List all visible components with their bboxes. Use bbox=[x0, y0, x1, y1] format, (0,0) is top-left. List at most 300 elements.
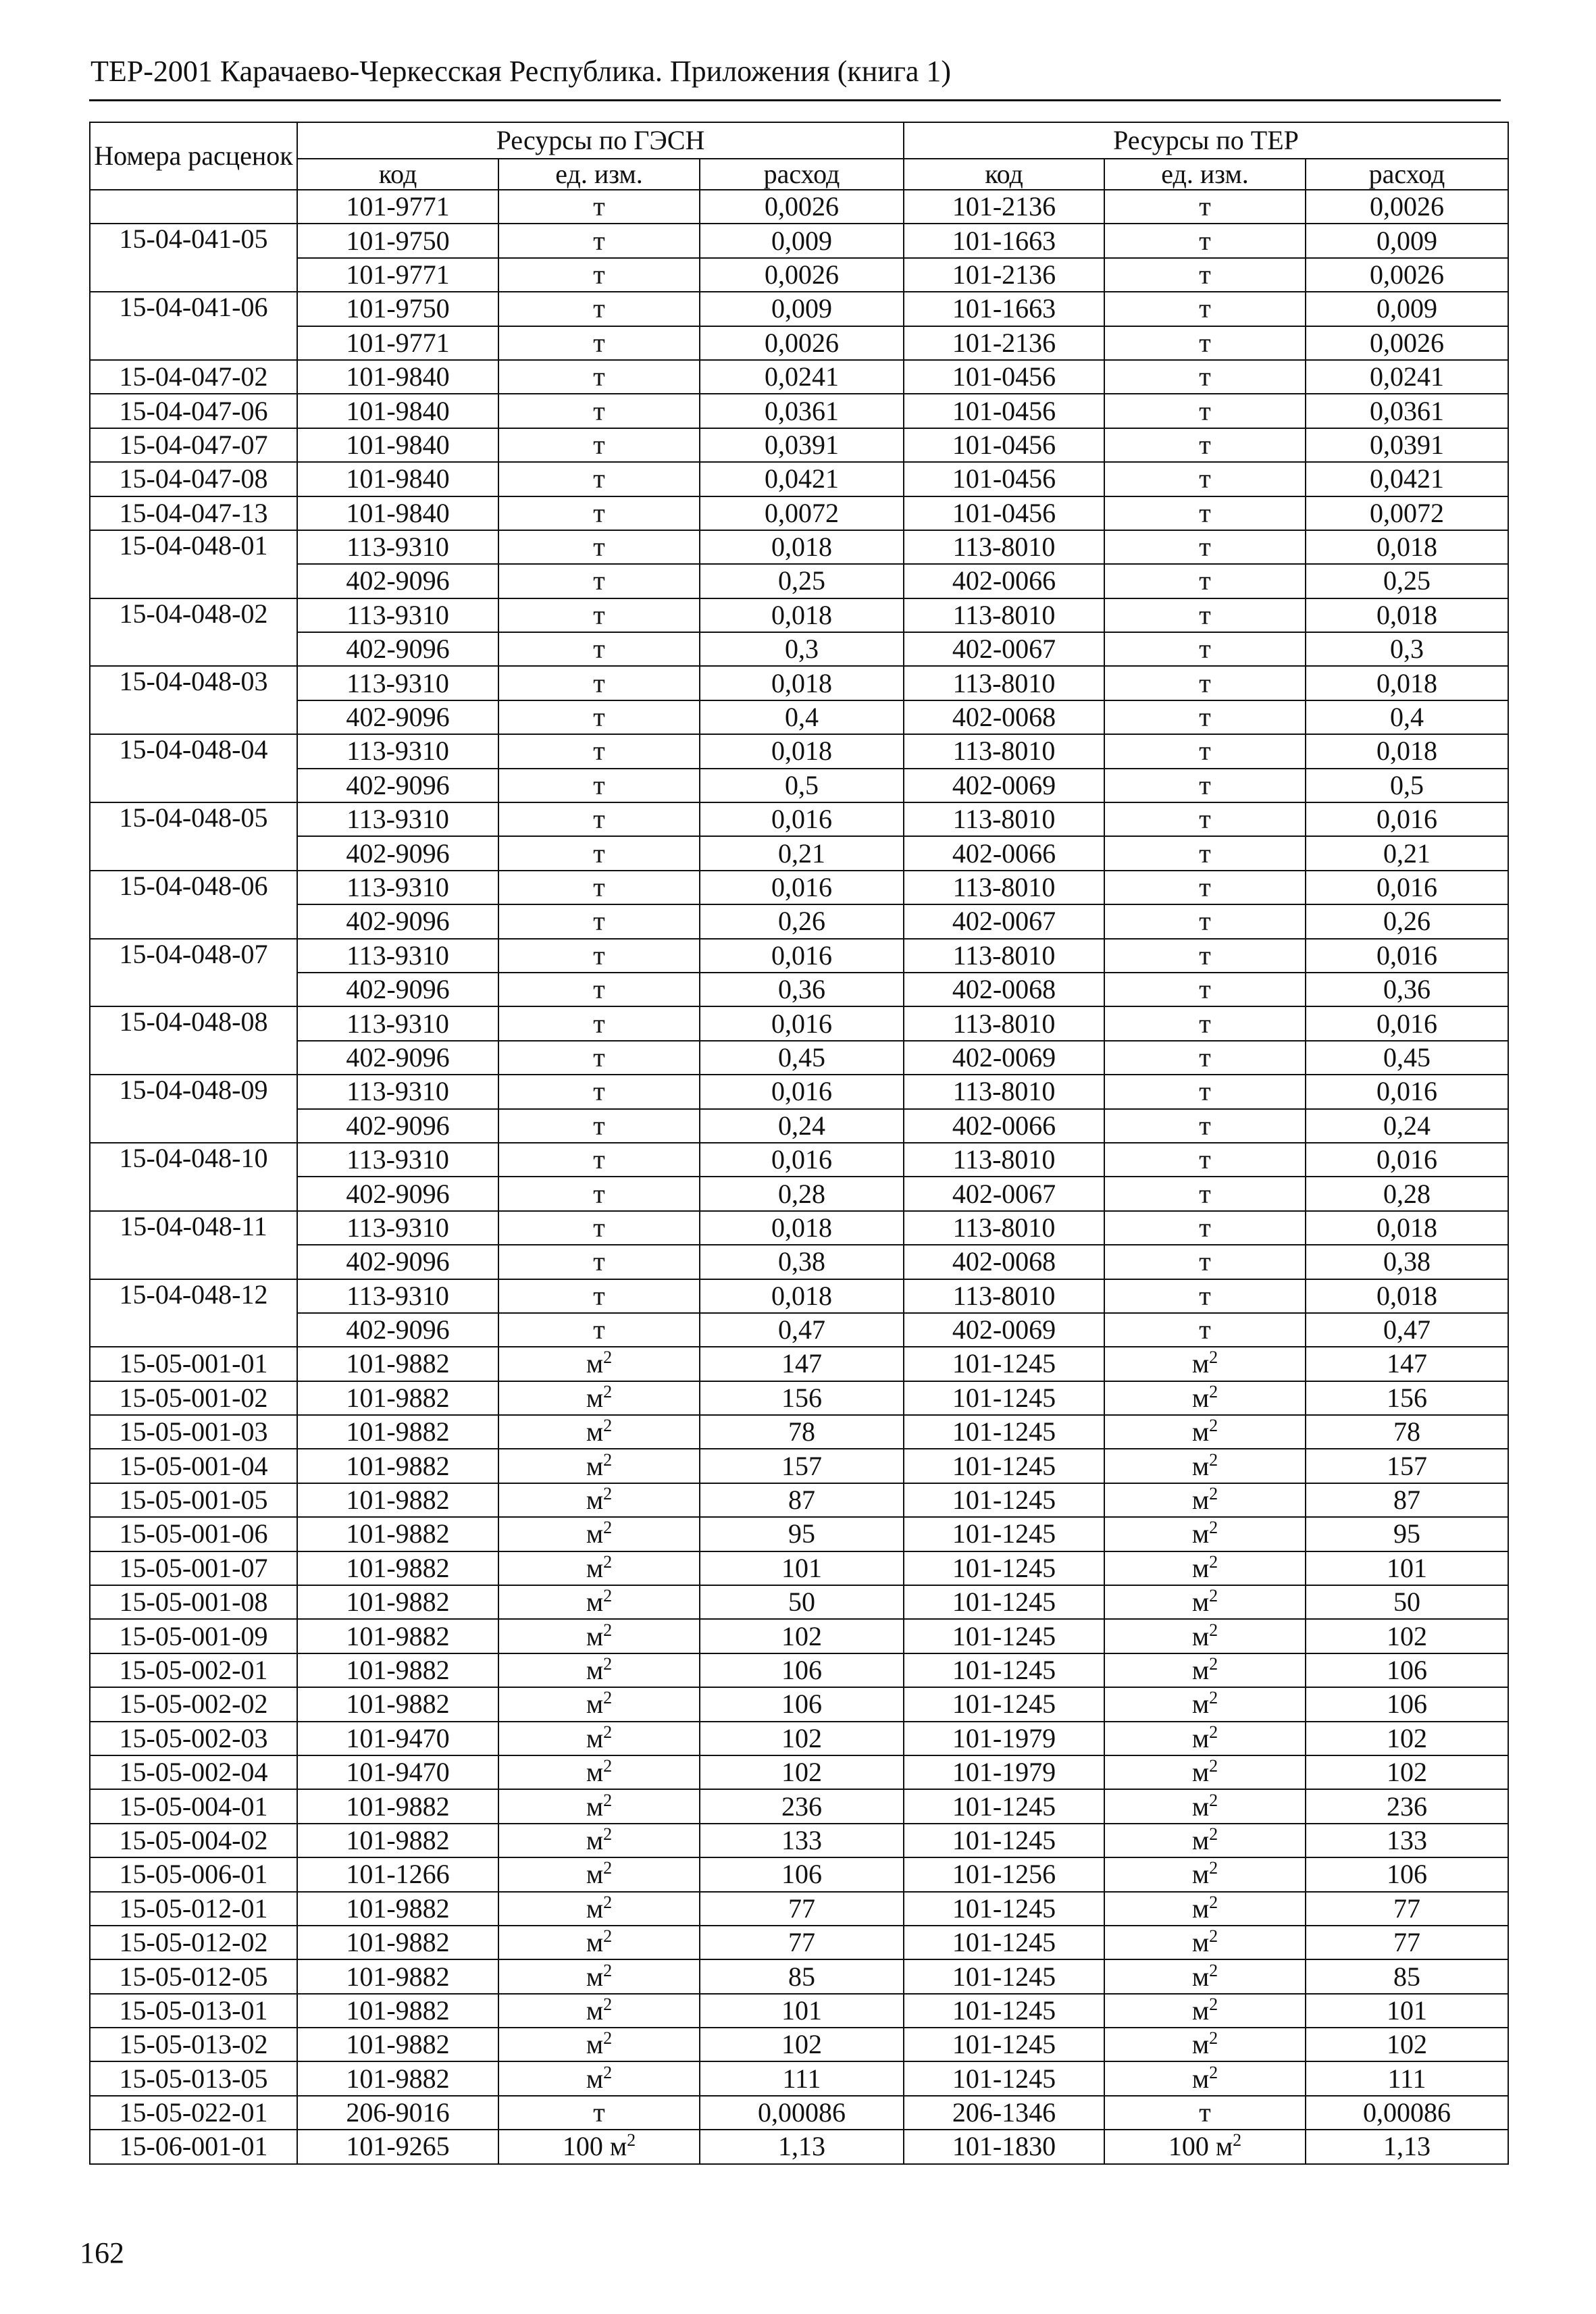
ter-unit-cell bbox=[1104, 224, 1306, 257]
ter-unit-cell bbox=[1104, 190, 1306, 224]
rate-number-cell: 15-05-002-04 bbox=[90, 1755, 297, 1789]
table-row bbox=[90, 1959, 1508, 1993]
table-row bbox=[90, 1279, 1508, 1313]
page-number: 162 bbox=[80, 2236, 124, 2269]
ter-unit-text: т bbox=[1199, 599, 1211, 630]
rate-number-cell: 15-05-001-01 bbox=[90, 1347, 297, 1381]
ter-unit-text: т bbox=[1199, 1076, 1211, 1107]
rate-number-cell: 15-04-048-06 bbox=[90, 871, 297, 939]
ter-code-cell: 101-0456 bbox=[904, 496, 1104, 530]
gesn-unit-exponent: 2 bbox=[603, 2062, 613, 2082]
ter-code-cell: 402-0069 bbox=[904, 769, 1104, 802]
ter-code-cell: 101-0456 bbox=[904, 394, 1104, 428]
gesn-code-cell: 101-9882 bbox=[297, 1415, 498, 1449]
ter-code-cell: 113-8010 bbox=[904, 1143, 1104, 1177]
table-row bbox=[90, 2061, 1508, 2095]
ter-unit-exponent: 2 bbox=[1209, 1347, 1218, 1368]
gesn-unit-text: т bbox=[593, 940, 605, 971]
gesn-amount-cell: 0,36 bbox=[700, 973, 904, 1006]
gesn-code-cell: 101-9882 bbox=[297, 1789, 498, 1823]
table-row bbox=[90, 734, 1508, 768]
gesn-unit-text: т bbox=[593, 395, 605, 426]
ter-amount-cell: 0,016 bbox=[1306, 1006, 1508, 1040]
gesn-amount-cell: 0,016 bbox=[700, 1143, 904, 1177]
ter-unit-text: м bbox=[1191, 1995, 1210, 2026]
ter-unit-cell bbox=[1104, 666, 1306, 700]
gesn-unit-exponent: 2 bbox=[603, 1858, 613, 1878]
rate-number-cell: 15-05-001-02 bbox=[90, 1381, 297, 1415]
gesn-amount-cell: 106 bbox=[700, 1687, 904, 1721]
table-row bbox=[90, 1075, 1508, 1108]
gesn-unit-text: т bbox=[593, 327, 605, 358]
ter-unit-exponent: 2 bbox=[1209, 1824, 1218, 1844]
ter-unit-exponent: 2 bbox=[1209, 1722, 1218, 1742]
gesn-code-cell: 101-9840 bbox=[297, 496, 498, 530]
gesn-amount-cell: 102 bbox=[700, 1755, 904, 1789]
table-row bbox=[90, 2028, 1508, 2061]
rate-number-cell: 15-05-013-05 bbox=[90, 2061, 297, 2095]
gesn-unit-cell bbox=[498, 700, 700, 734]
ter-amount-cell: 102 bbox=[1306, 2028, 1508, 2061]
gesn-code-cell: 101-9882 bbox=[297, 1381, 498, 1415]
gesn-unit-text: т bbox=[593, 1076, 605, 1107]
ter-unit-cell bbox=[1104, 1211, 1306, 1245]
table-row bbox=[90, 802, 1508, 836]
gesn-amount-cell: 0,26 bbox=[700, 904, 904, 938]
rate-number-cell: 15-04-047-06 bbox=[90, 394, 297, 428]
ter-unit-cell bbox=[1104, 1041, 1306, 1075]
gesn-code-cell: 101-9882 bbox=[297, 1483, 498, 1517]
gesn-unit-cell bbox=[498, 1006, 700, 1040]
ter-unit-text: т bbox=[1199, 1042, 1211, 1073]
gesn-unit-exponent: 2 bbox=[603, 1518, 613, 1538]
ter-unit-cell bbox=[1104, 1177, 1306, 1210]
ter-amount-cell: 0,0361 bbox=[1306, 394, 1508, 428]
table-row bbox=[90, 1245, 1508, 1279]
gesn-code-cell: 101-9882 bbox=[297, 1824, 498, 1857]
table-row bbox=[90, 632, 1508, 666]
ter-amount-cell: 101 bbox=[1306, 1994, 1508, 2028]
gesn-amount-cell: 78 bbox=[700, 1415, 904, 1449]
rate-number-cell: 15-04-048-10 bbox=[90, 1143, 297, 1211]
ter-amount-cell: 0,018 bbox=[1306, 598, 1508, 632]
rate-number-cell: 15-04-048-12 bbox=[90, 1279, 297, 1347]
ter-code-cell: 101-0456 bbox=[904, 428, 1104, 462]
gesn-unit-text: т bbox=[593, 497, 605, 528]
gesn-unit-exponent: 2 bbox=[603, 1416, 613, 1436]
ter-code-cell: 101-1245 bbox=[904, 1585, 1104, 1619]
gesn-amount-cell: 0,016 bbox=[700, 1006, 904, 1040]
gesn-unit-text: т bbox=[593, 565, 605, 596]
ter-amount-cell: 102 bbox=[1306, 1722, 1508, 1755]
rate-number-cell: 15-05-001-07 bbox=[90, 1551, 297, 1585]
gesn-amount-cell: 147 bbox=[700, 1347, 904, 1381]
table-row bbox=[90, 1143, 1508, 1177]
gesn-unit-text: т bbox=[593, 1042, 605, 1073]
gesn-code-cell: 402-9096 bbox=[297, 769, 498, 802]
rate-number-cell: 15-05-001-09 bbox=[90, 1619, 297, 1653]
ter-code-cell: 402-0066 bbox=[904, 564, 1104, 598]
gesn-unit-text: т bbox=[593, 1144, 605, 1175]
gesn-amount-cell: 0,009 bbox=[700, 292, 904, 326]
table-row bbox=[90, 666, 1508, 700]
gesn-code-cell: 101-9882 bbox=[297, 1551, 498, 1585]
gesn-amount-cell: 95 bbox=[700, 1517, 904, 1551]
ter-unit-text: т bbox=[1199, 769, 1211, 800]
ter-amount-cell: 133 bbox=[1306, 1824, 1508, 1857]
ter-unit-cell bbox=[1104, 1892, 1306, 1926]
ter-unit-text: т bbox=[1199, 463, 1211, 494]
gesn-unit-cell bbox=[498, 2130, 700, 2163]
gesn-amount-cell: 0,018 bbox=[700, 1211, 904, 1245]
gesn-unit-text: т bbox=[593, 1110, 605, 1141]
ter-amount-cell: 0,009 bbox=[1306, 292, 1508, 326]
gesn-code-cell: 101-9882 bbox=[297, 1653, 498, 1687]
ter-unit-exponent: 2 bbox=[1209, 1653, 1218, 1674]
gesn-code-cell: 402-9096 bbox=[297, 1177, 498, 1210]
ter-unit-exponent: 2 bbox=[1209, 1551, 1218, 1572]
gesn-code-cell: 101-9750 bbox=[297, 224, 498, 257]
table-row bbox=[90, 1857, 1508, 1891]
ter-unit-cell bbox=[1104, 1551, 1306, 1585]
ter-unit-exponent: 2 bbox=[1209, 1518, 1218, 1538]
ter-unit-cell bbox=[1104, 769, 1306, 802]
ter-unit-text: м bbox=[1191, 1518, 1210, 1549]
ter-unit-exponent: 2 bbox=[1209, 1416, 1218, 1436]
ter-amount-cell: 0,016 bbox=[1306, 802, 1508, 836]
gesn-amount-cell: 0,38 bbox=[700, 1245, 904, 1279]
ter-amount-cell: 1,13 bbox=[1306, 2130, 1508, 2163]
ter-amount-cell: 0,21 bbox=[1306, 836, 1508, 870]
table-row bbox=[90, 836, 1508, 870]
ter-unit-cell bbox=[1104, 632, 1306, 666]
gesn-unit-cell bbox=[498, 1483, 700, 1517]
ter-code-cell: 101-0456 bbox=[904, 462, 1104, 496]
gesn-unit-cell bbox=[498, 1722, 700, 1755]
rate-number-cell: 15-05-001-06 bbox=[90, 1517, 297, 1551]
gesn-code-cell: 101-9882 bbox=[297, 2061, 498, 2095]
gesn-code-cell: 113-9310 bbox=[297, 734, 498, 768]
ter-unit-text: м bbox=[1191, 1485, 1210, 1516]
ter-unit-text: т bbox=[1199, 667, 1211, 698]
gesn-amount-cell: 0,018 bbox=[700, 530, 904, 564]
gesn-code-cell: 101-9840 bbox=[297, 360, 498, 394]
gesn-code-cell: 402-9096 bbox=[297, 1109, 498, 1143]
ter-code-cell: 113-8010 bbox=[904, 530, 1104, 564]
gesn-code-cell: 101-9882 bbox=[297, 1994, 498, 2028]
gesn-code-cell: 101-9840 bbox=[297, 428, 498, 462]
table-row bbox=[90, 190, 1508, 224]
ter-unit-text: м bbox=[1191, 2063, 1210, 2094]
ter-unit-text: м bbox=[1191, 1757, 1210, 1788]
ter-unit-cell bbox=[1104, 700, 1306, 734]
gesn-code-cell: 402-9096 bbox=[297, 904, 498, 938]
ter-unit-cell bbox=[1104, 1994, 1306, 2028]
table-row bbox=[90, 904, 1508, 938]
gesn-amount-cell: 0,5 bbox=[700, 769, 904, 802]
gesn-unit-cell bbox=[498, 1245, 700, 1279]
ter-unit-cell bbox=[1104, 1959, 1306, 1993]
gesn-unit-cell bbox=[498, 360, 700, 394]
gesn-unit-text: т bbox=[593, 259, 605, 290]
rate-number-cell: 15-05-012-01 bbox=[90, 1892, 297, 1926]
gesn-unit-text: м bbox=[586, 1757, 604, 1788]
gesn-amount-cell: 0,018 bbox=[700, 598, 904, 632]
gesn-amount-cell: 0,47 bbox=[700, 1313, 904, 1347]
gesn-unit-text: м bbox=[586, 1689, 604, 1720]
ter-unit-text: т bbox=[1199, 940, 1211, 971]
ter-amount-cell: 0,28 bbox=[1306, 1177, 1508, 1210]
table-row bbox=[90, 1755, 1508, 1789]
gesn-code-cell: 113-9310 bbox=[297, 666, 498, 700]
table-row bbox=[90, 2130, 1508, 2163]
gesn-code-cell: 101-9882 bbox=[297, 2028, 498, 2061]
ter-amount-cell: 95 bbox=[1306, 1517, 1508, 1551]
gesn-amount-cell: 87 bbox=[700, 1483, 904, 1517]
gesn-amount-cell: 157 bbox=[700, 1449, 904, 1483]
gesn-unit-cell bbox=[498, 1041, 700, 1075]
ter-code-cell: 113-8010 bbox=[904, 666, 1104, 700]
gesn-unit-text: т bbox=[593, 838, 605, 869]
ter-code-cell: 101-2136 bbox=[904, 326, 1104, 360]
ter-amount-cell: 0,0072 bbox=[1306, 496, 1508, 530]
ter-amount-cell: 0,47 bbox=[1306, 1313, 1508, 1347]
table-row bbox=[90, 598, 1508, 632]
ter-unit-exponent: 2 bbox=[1209, 1926, 1218, 1947]
gesn-unit-exponent: 2 bbox=[603, 1381, 613, 1402]
ter-unit-text: т bbox=[1199, 634, 1211, 665]
ter-amount-cell: 106 bbox=[1306, 1687, 1508, 1721]
ter-code-cell: 101-1245 bbox=[904, 1551, 1104, 1585]
gesn-amount-cell: 0,018 bbox=[700, 1279, 904, 1313]
gesn-amount-cell: 85 bbox=[700, 1959, 904, 1993]
ter-code-cell: 101-1979 bbox=[904, 1755, 1104, 1789]
ter-unit-cell bbox=[1104, 1006, 1306, 1040]
gesn-code-cell: 402-9096 bbox=[297, 836, 498, 870]
ter-unit-cell bbox=[1104, 292, 1306, 326]
gesn-amount-cell: 0,016 bbox=[700, 802, 904, 836]
gesn-unit-cell bbox=[498, 1279, 700, 1313]
gesn-unit-text: т bbox=[593, 361, 605, 392]
gesn-code-cell: 101-9882 bbox=[297, 1926, 498, 1959]
gesn-code-cell: 101-9265 bbox=[297, 2130, 498, 2163]
ter-amount-cell: 0,0421 bbox=[1306, 462, 1508, 496]
ter-amount-cell: 0,0026 bbox=[1306, 190, 1508, 224]
gesn-unit-text: м bbox=[586, 1485, 604, 1516]
ter-unit-text: т bbox=[1199, 872, 1211, 902]
gesn-unit-cell bbox=[498, 530, 700, 564]
gesn-unit-cell bbox=[498, 1789, 700, 1823]
gesn-unit-cell bbox=[498, 2096, 700, 2130]
gesn-unit-exponent: 2 bbox=[603, 2028, 613, 2049]
ter-amount-cell: 0,00086 bbox=[1306, 2096, 1508, 2130]
ter-unit-text: т bbox=[1199, 532, 1211, 563]
ter-code-cell: 402-0067 bbox=[904, 904, 1104, 938]
gesn-unit-text: м bbox=[586, 2063, 604, 2094]
table-row bbox=[90, 1041, 1508, 1075]
gesn-code-cell: 402-9096 bbox=[297, 973, 498, 1006]
ter-amount-cell: 0,018 bbox=[1306, 1279, 1508, 1313]
rate-number-cell: 15-05-001-08 bbox=[90, 1585, 297, 1619]
table-row bbox=[90, 769, 1508, 802]
gesn-amount-cell: 0,4 bbox=[700, 700, 904, 734]
gesn-unit-text: т bbox=[593, 974, 605, 1005]
gesn-amount-cell: 0,0391 bbox=[700, 428, 904, 462]
ter-unit-exponent: 2 bbox=[1209, 1586, 1218, 1606]
gesn-code-cell: 101-9882 bbox=[297, 1585, 498, 1619]
ter-unit-text: м bbox=[1191, 2029, 1210, 2060]
gesn-unit-cell bbox=[498, 1517, 700, 1551]
gesn-unit-cell bbox=[498, 632, 700, 666]
rate-number-cell: 15-04-047-08 bbox=[90, 462, 297, 496]
ter-code-cell: 402-0067 bbox=[904, 632, 1104, 666]
gesn-amount-cell: 0,0026 bbox=[700, 326, 904, 360]
ter-unit-cell bbox=[1104, 1313, 1306, 1347]
ter-unit-cell bbox=[1104, 1517, 1306, 1551]
gesn-code-cell: 101-9470 bbox=[297, 1722, 498, 1755]
table-row bbox=[90, 1177, 1508, 1210]
ter-code-cell: 101-1245 bbox=[904, 1619, 1104, 1653]
table-row bbox=[90, 1109, 1508, 1143]
ter-amount-cell: 85 bbox=[1306, 1959, 1508, 1993]
ter-unit-cell bbox=[1104, 428, 1306, 462]
ter-unit-cell bbox=[1104, 871, 1306, 904]
ter-unit-text: м bbox=[1191, 1348, 1210, 1379]
ter-code-cell: 101-1245 bbox=[904, 1347, 1104, 1381]
ter-code-cell: 101-1245 bbox=[904, 1415, 1104, 1449]
gesn-code-cell: 402-9096 bbox=[297, 564, 498, 598]
ter-unit-cell bbox=[1104, 1619, 1306, 1653]
ter-code-cell: 101-1245 bbox=[904, 1789, 1104, 1823]
ter-unit-text: т bbox=[1199, 1144, 1211, 1175]
ter-amount-cell: 0,3 bbox=[1306, 632, 1508, 666]
gesn-unit-cell bbox=[498, 1926, 700, 1959]
gesn-unit-text: т bbox=[593, 429, 605, 460]
gesn-amount-cell: 101 bbox=[700, 1994, 904, 2028]
ter-unit-cell bbox=[1104, 1075, 1306, 1108]
ter-code-cell: 101-1979 bbox=[904, 1722, 1104, 1755]
table-row bbox=[90, 1381, 1508, 1415]
ter-amount-cell: 0,38 bbox=[1306, 1245, 1508, 1279]
gesn-unit-cell bbox=[498, 1109, 700, 1143]
gesn-unit-text: т bbox=[593, 1246, 605, 1277]
ter-code-cell: 113-8010 bbox=[904, 734, 1104, 768]
ter-code-cell: 101-1245 bbox=[904, 1653, 1104, 1687]
ter-code-cell: 206-1346 bbox=[904, 2096, 1104, 2130]
ter-unit-cell bbox=[1104, 496, 1306, 530]
ter-unit-cell bbox=[1104, 1687, 1306, 1721]
gesn-unit-text: т bbox=[593, 634, 605, 665]
ter-code-cell: 113-8010 bbox=[904, 1279, 1104, 1313]
ter-code-cell: 113-8010 bbox=[904, 802, 1104, 836]
ter-unit-text: т bbox=[1199, 565, 1211, 596]
gesn-unit-text: т bbox=[593, 225, 605, 256]
rate-number-cell: 15-04-048-09 bbox=[90, 1075, 297, 1143]
gesn-code-cell: 101-9882 bbox=[297, 1347, 498, 1381]
rate-number-cell: 15-05-001-03 bbox=[90, 1415, 297, 1449]
gesn-amount-cell: 0,28 bbox=[700, 1177, 904, 1210]
gesn-unit-cell bbox=[498, 1075, 700, 1108]
ter-unit-text: м bbox=[1191, 1620, 1210, 1651]
ter-code-cell: 113-8010 bbox=[904, 871, 1104, 904]
gesn-unit-text: т bbox=[593, 1314, 605, 1345]
gesn-unit-exponent: 2 bbox=[603, 1449, 613, 1470]
gesn-unit-cell bbox=[498, 224, 700, 257]
gesn-amount-cell: 0,21 bbox=[700, 836, 904, 870]
gesn-amount-cell: 0,00086 bbox=[700, 2096, 904, 2130]
gesn-unit-text: м bbox=[586, 1824, 604, 1855]
ter-unit-text: т bbox=[1199, 838, 1211, 869]
ter-unit-text: т bbox=[1199, 1110, 1211, 1141]
ter-amount-cell: 101 bbox=[1306, 1551, 1508, 1585]
gesn-unit-exponent: 2 bbox=[603, 1722, 613, 1742]
ter-unit-cell bbox=[1104, 462, 1306, 496]
gesn-unit-text: м bbox=[586, 1654, 604, 1685]
ter-amount-cell: 77 bbox=[1306, 1892, 1508, 1926]
col-header-ter-amount: расход bbox=[1306, 159, 1508, 190]
table-row bbox=[90, 1415, 1508, 1449]
ter-unit-cell bbox=[1104, 2096, 1306, 2130]
ter-unit-cell bbox=[1104, 1245, 1306, 1279]
ter-code-cell: 113-8010 bbox=[904, 598, 1104, 632]
gesn-unit-exponent: 2 bbox=[603, 1551, 613, 1572]
gesn-unit-text: м bbox=[586, 1348, 604, 1379]
gesn-unit-exponent: 2 bbox=[627, 2130, 636, 2151]
gesn-amount-cell: 0,018 bbox=[700, 666, 904, 700]
table-row bbox=[90, 1722, 1508, 1755]
ter-unit-text: м bbox=[1191, 1859, 1210, 1890]
gesn-unit-cell bbox=[498, 802, 700, 836]
ter-code-cell: 402-0069 bbox=[904, 1041, 1104, 1075]
ter-amount-cell: 0,24 bbox=[1306, 1109, 1508, 1143]
ter-amount-cell: 157 bbox=[1306, 1449, 1508, 1483]
ter-amount-cell: 102 bbox=[1306, 1619, 1508, 1653]
ter-unit-cell bbox=[1104, 973, 1306, 1006]
table-row bbox=[90, 1313, 1508, 1347]
ter-amount-cell: 0,26 bbox=[1306, 904, 1508, 938]
ter-unit-exponent: 2 bbox=[1209, 1756, 1218, 1776]
ter-amount-cell: 106 bbox=[1306, 1653, 1508, 1687]
ter-code-cell: 402-0069 bbox=[904, 1313, 1104, 1347]
gesn-unit-cell bbox=[498, 2028, 700, 2061]
ter-unit-cell bbox=[1104, 1415, 1306, 1449]
table-row bbox=[90, 1483, 1508, 1517]
gesn-unit-text: т bbox=[593, 1280, 605, 1311]
ter-unit-exponent: 2 bbox=[1209, 1790, 1218, 1810]
gesn-code-cell: 113-9310 bbox=[297, 1211, 498, 1245]
header-rule bbox=[89, 99, 1501, 101]
rate-number-cell: 15-04-048-08 bbox=[90, 1006, 297, 1075]
gesn-amount-cell: 236 bbox=[700, 1789, 904, 1823]
rate-number-cell: 15-04-048-01 bbox=[90, 530, 297, 598]
gesn-unit-text: м bbox=[586, 1859, 604, 1890]
gesn-unit-text: т bbox=[593, 1008, 605, 1039]
table-row bbox=[90, 1347, 1508, 1381]
ter-amount-cell: 0,0391 bbox=[1306, 428, 1508, 462]
table-row bbox=[90, 224, 1508, 257]
gesn-amount-cell: 156 bbox=[700, 1381, 904, 1415]
gesn-code-cell: 113-9310 bbox=[297, 1279, 498, 1313]
rate-number-cell: 15-05-006-01 bbox=[90, 1857, 297, 1891]
gesn-unit-cell bbox=[498, 1551, 700, 1585]
ter-code-cell: 402-0067 bbox=[904, 1177, 1104, 1210]
ter-amount-cell: 147 bbox=[1306, 1347, 1508, 1381]
ter-code-cell: 101-1663 bbox=[904, 224, 1104, 257]
ter-unit-exponent: 2 bbox=[1209, 1381, 1218, 1402]
gesn-unit-text: м bbox=[586, 1552, 604, 1583]
gesn-unit-exponent: 2 bbox=[603, 1484, 613, 1504]
ter-unit-cell bbox=[1104, 1381, 1306, 1415]
